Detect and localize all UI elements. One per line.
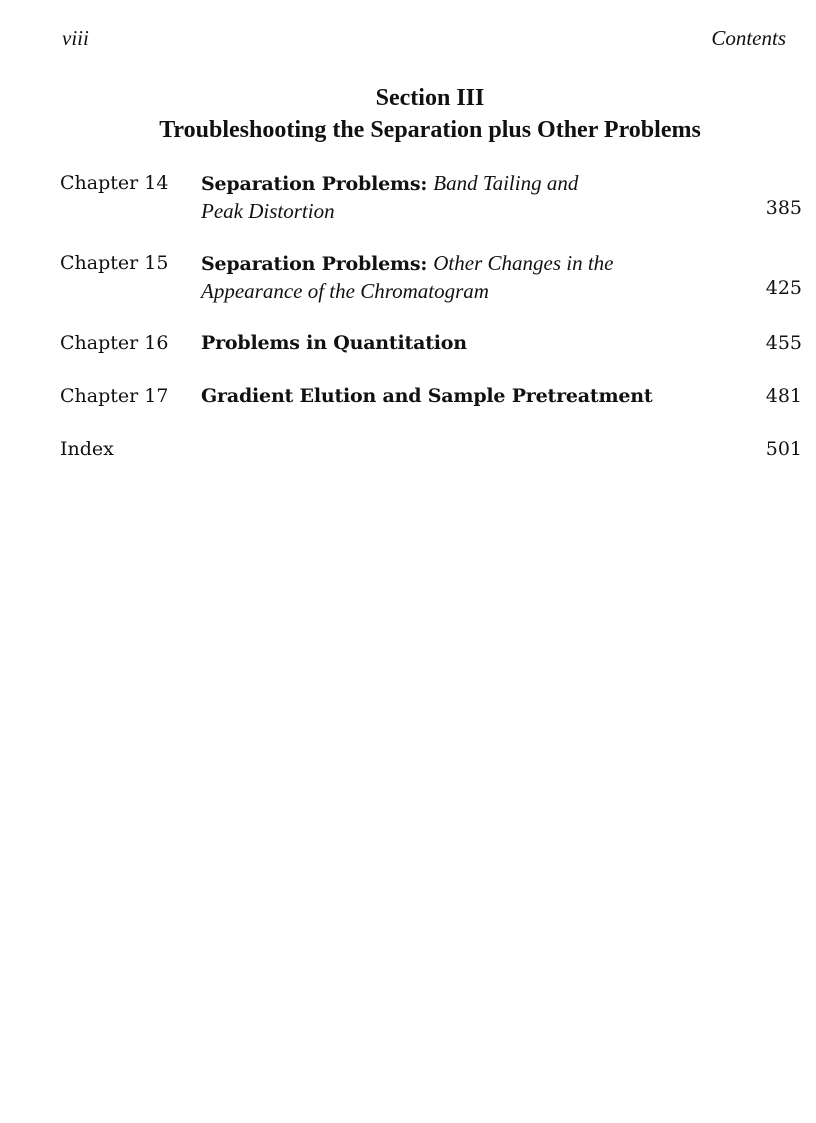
toc-entry-chapter-17[interactable] (60, 383, 802, 436)
chapter-title-bold: Gradient Elution and Sample Pretreatment (201, 385, 653, 407)
toc-entry-chapter-15[interactable] (60, 250, 802, 330)
index-page-number: 501 (765, 438, 802, 460)
index-label: Index (60, 438, 114, 460)
chapter-title-italic: Other Changes in the (433, 251, 614, 275)
chapter-page-number: 455 (765, 332, 802, 354)
chapter-title (201, 170, 749, 226)
toc-entry-chapter-14[interactable] (60, 170, 802, 250)
chapter-title-bold: Separation Problems: (201, 253, 428, 275)
chapter-title-bold: Problems in Quantitation (201, 332, 467, 354)
chapter-label: Chapter 16 (60, 332, 169, 354)
page-number: viii (62, 26, 89, 50)
toc-entry-index[interactable] (60, 436, 802, 476)
chapter-title-italic-cont: Peak Distortion (201, 199, 335, 223)
chapter-page-number: 481 (765, 385, 802, 407)
section-title: Troubleshooting the Separation plus Other Problems (159, 117, 701, 143)
section-number: Section III (375, 85, 485, 111)
chapter-label: Chapter 15 (60, 252, 169, 274)
chapter-title (201, 330, 749, 357)
section-heading (40, 82, 816, 146)
chapter-page-number: 425 (765, 277, 802, 299)
table-of-contents (60, 170, 802, 476)
chapter-title-italic-cont: Appearance of the Chromatogram (201, 279, 489, 303)
chapter-label: Chapter 17 (60, 385, 169, 407)
chapter-page-number: 385 (765, 197, 802, 219)
chapter-title-bold: Separation Problems: (201, 173, 428, 195)
chapter-title (201, 250, 749, 306)
running-title: Contents (711, 26, 786, 50)
chapter-label: Chapter 14 (60, 172, 169, 194)
chapter-title-italic: Band Tailing and (433, 171, 579, 195)
toc-entry-chapter-16[interactable] (60, 330, 802, 383)
chapter-title (201, 383, 749, 410)
running-head (62, 26, 786, 56)
